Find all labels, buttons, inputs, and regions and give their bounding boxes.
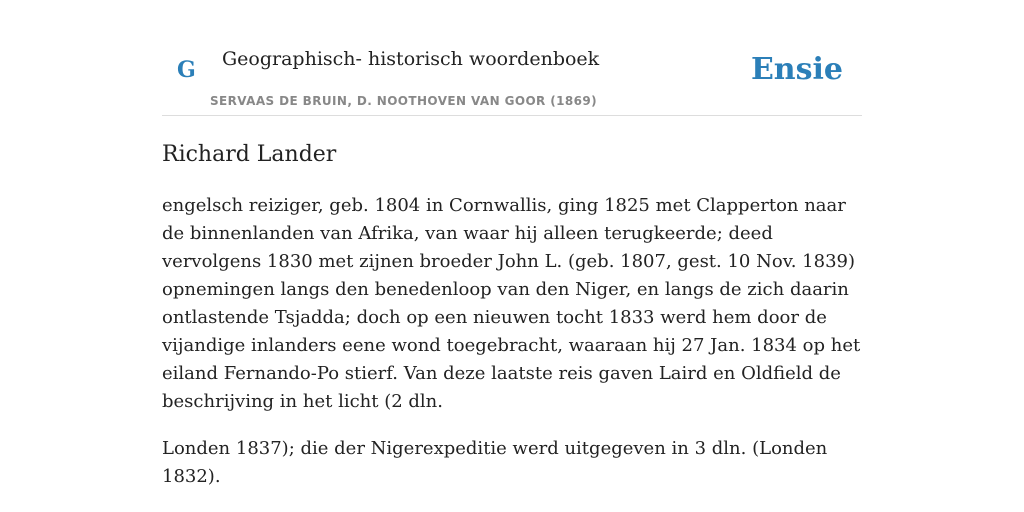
entry-paragraph: engelsch reiziger, geb. 1804 in Cornwallis, ging 1825 met Clapperton naar de binnenlanden van Afrika, van waar hij alleen terugkeerde; deed vervolgens 1830 met zijnen broeder John L. (geb. 1807, gest. 10 Nov. 1839) opnemingen langs den benedenloop van den Niger, en langs de zich daarin ontlastende Tsjadda; doch op een nieuwen tocht 1833 werd hem door de vijandige inlanders eene wond toegebracht, waaraan hij 27 Jan. 1834 op het eiland Fernando-Po stierf. Van deze laatste reis gaven Laird en Oldfield de beschrijving in het licht (2 dln. <box>162 195 861 412</box>
ensie-logo-link[interactable]: Ensie <box>750 52 843 87</box>
header <box>162 0 862 116</box>
book-title-link[interactable]: Geographisch- historisch woordenboek <box>222 48 600 70</box>
book-authors: SERVAAS DE BRUIN, D. NOOTHOVEN VAN GOOR (1869) <box>210 94 598 108</box>
entry-paragraph: Londen 1837); die der Nigerexpeditie werd uitgegeven in 3 dln. (Londen 1832). <box>162 438 828 487</box>
entry-body <box>162 192 862 510</box>
page <box>162 0 862 512</box>
entry-title: Richard Lander <box>162 142 337 167</box>
book-letter-badge[interactable]: G <box>177 57 196 83</box>
